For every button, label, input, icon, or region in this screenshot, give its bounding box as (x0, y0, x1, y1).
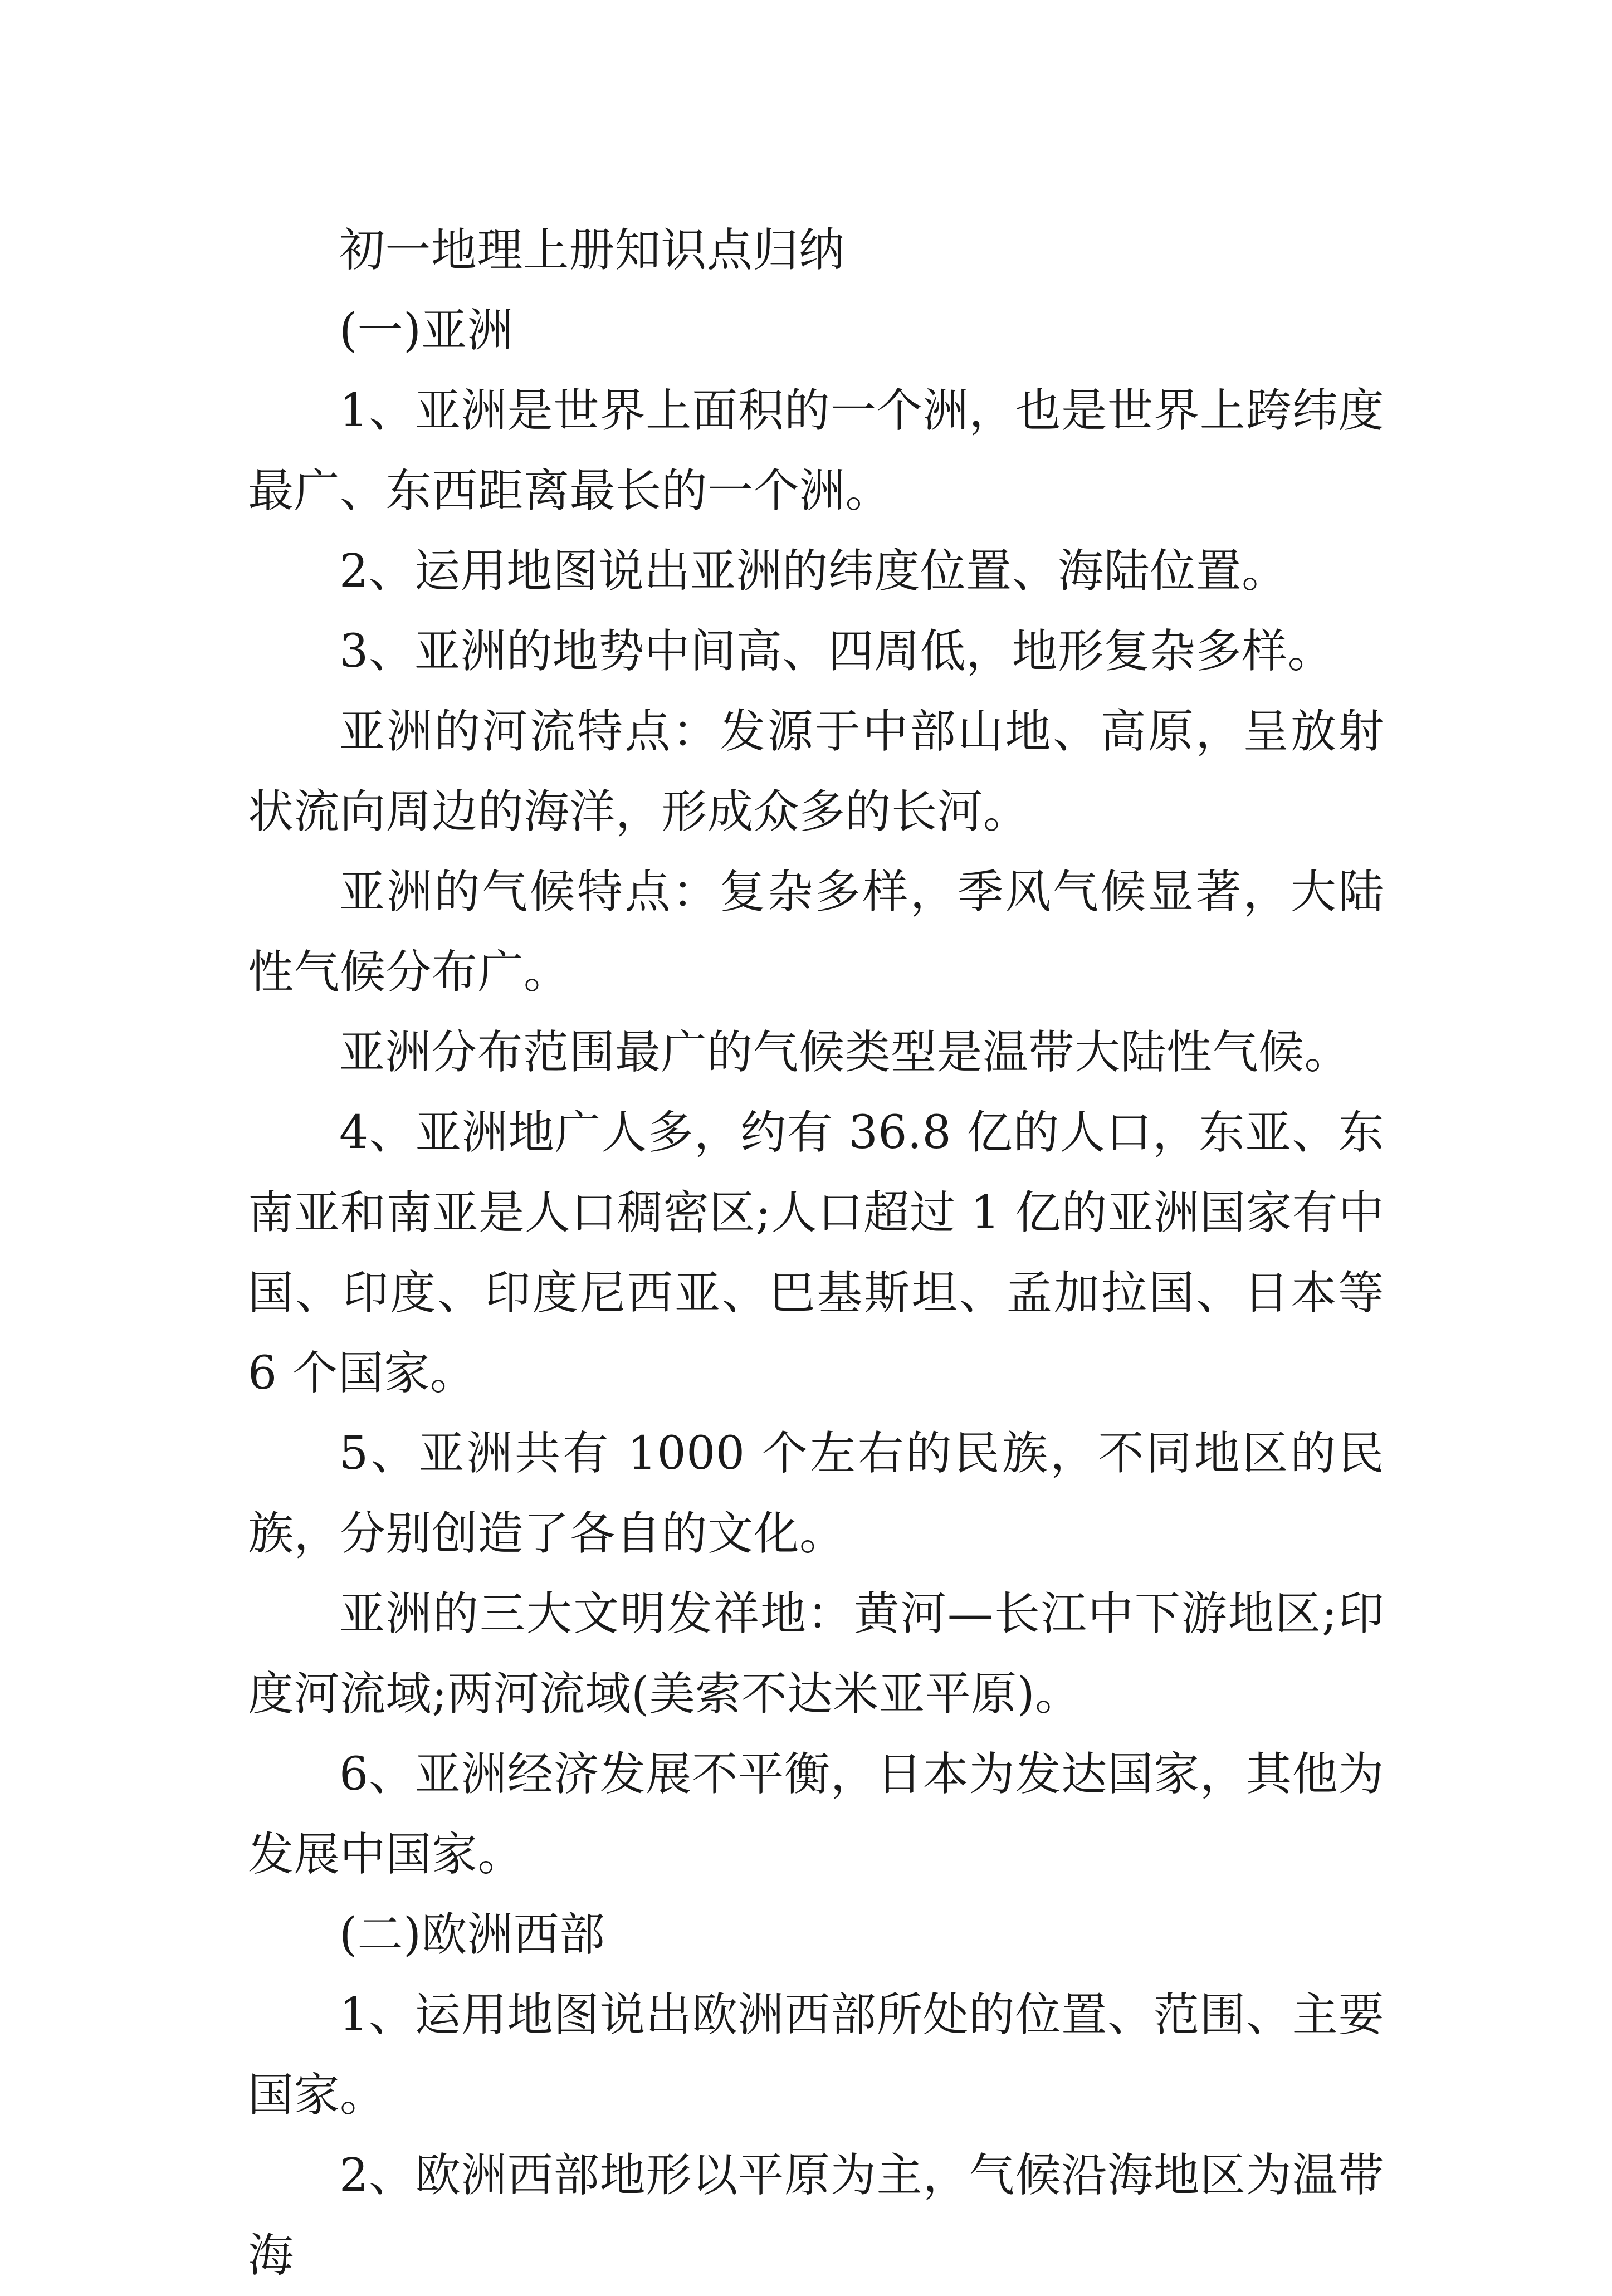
paragraph: 2、欧洲西部地形以平原为主，气候沿海地区为温带海 (248, 2149, 1384, 2282)
paragraph: 5、亚洲共有 1000 个左右的民族，不同地区的民族，分别创造了各自的文化。 (248, 1427, 1384, 1560)
paragraph: 亚洲的三大文明发祥地：黄河—长江中下游地区;印度河流域;两河流域(美索不达米亚平原)。 (248, 1587, 1384, 1721)
paragraph: 1、亚洲是世界上面积的一个洲，也是世界上跨纬度最广、东西距离最长的一个洲。 (248, 384, 1384, 517)
paragraph: 1、运用地图说出欧洲西部所处的位置、范围、主要国家。 (248, 1989, 1384, 2122)
paragraph: 4、亚洲地广人多，约有 36.8 亿的人口，东亚、东南亚和南亚是人口稠密区;人口超过 1 亿的亚洲国家有中国、印度、印度尼西亚、巴基斯坦、孟加拉国、日本等 6 个国家。 (248, 1106, 1384, 1400)
paragraph: 亚洲的气候特点：复杂多样，季风气候显著，大陆性气候分布广。 (248, 866, 1384, 999)
paragraph: 2、运用地图说出亚洲的纬度位置、海陆位置。 (339, 545, 1288, 598)
section-heading-asia: (一)亚洲 (339, 304, 514, 357)
document-body (248, 211, 1384, 2296)
document-title: 初一地理上册知识点归纳 (339, 224, 845, 277)
paragraph: 亚洲的河流特点：发源于中部山地、高原，呈放射状流向周边的海洋，形成众多的长河。 (248, 705, 1384, 838)
paragraph: 6、亚洲经济发展不平衡，日本为发达国家，其他为发展中国家。 (248, 1748, 1384, 1881)
paragraph: 3、亚洲的地势中间高、四周低，地形复杂多样。 (339, 625, 1334, 678)
paragraph: 亚洲分布范围最广的气候类型是温带大陆性气候。 (339, 1026, 1351, 1079)
section-heading-western-europe: (二)欧洲西部 (339, 1908, 605, 1961)
